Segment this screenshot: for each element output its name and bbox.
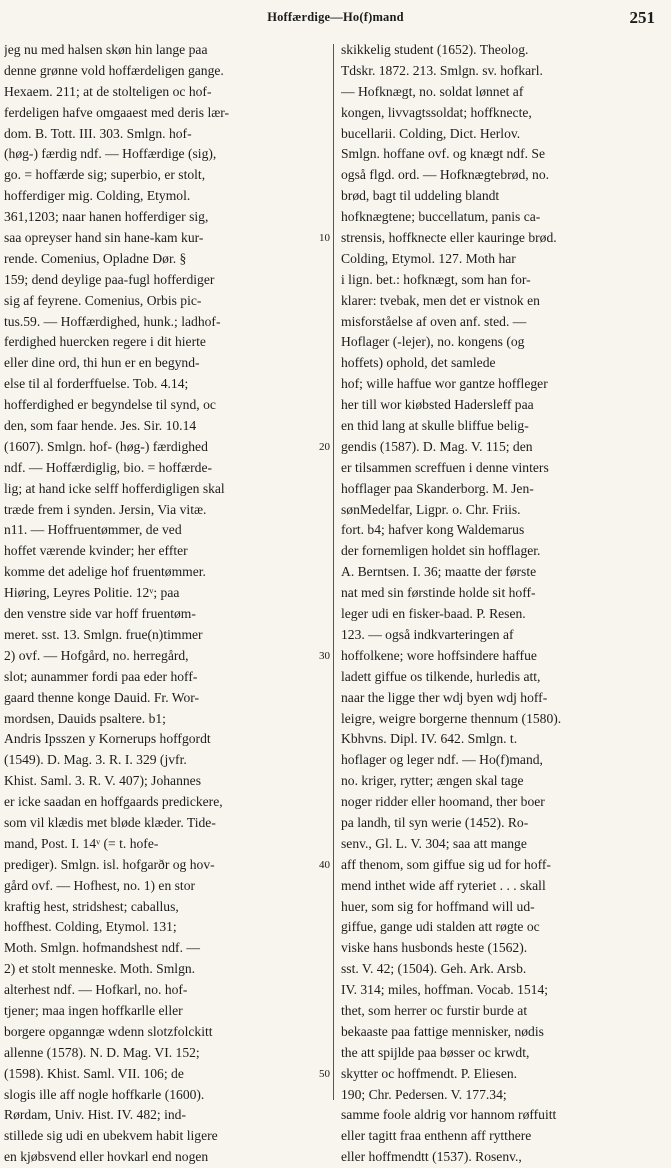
text-line: en kjøbsvend eller hovkarl end nogen [4, 1149, 209, 1165]
text-line: giffue, gange udi stalden att røgte oc [341, 919, 540, 935]
text-line: gaard thenne konge Dauid. Fr. Wor- [4, 689, 200, 705]
line-number: 20 [319, 441, 330, 454]
text-line: der fornemligen holdet sin hofflager. [341, 543, 541, 559]
text-line: bucellarii. Colding, Dict. Herlov. [341, 125, 521, 141]
text-line: skikkelig student (1652). Theolog. [341, 42, 529, 57]
text-line: 159; dend deylige paa-fugl hofferdiger [4, 271, 215, 287]
text-line: hofflager paa Skanderborg. M. Jen- [341, 480, 534, 496]
text-line: 190; Chr. Pedersen. V. 177.34; [341, 1086, 507, 1102]
text-line: sst. V. 42; (1504). Geh. Ark. Arsb. [341, 961, 527, 977]
page-number: 251 [629, 8, 655, 27]
text-line: eller dine ord, thi hun er en begynd- [4, 355, 200, 371]
text-line: komme det adelige hof fruentømmer. [4, 564, 206, 580]
text-line: aff thenom, som giffue sig ud for hoff- [341, 856, 551, 872]
text-line: slot; aunammer fordi paa eder hoff- [4, 668, 198, 684]
text-line: else til al forderffuelse. Tob. 4.14; [4, 376, 189, 392]
text-line: nat med sin førstinde holde sit hoff- [341, 585, 536, 601]
text-line: bekaaste paa fattige mennisker, nødis [341, 1023, 544, 1039]
text-line: (1598). Khist. Saml. VII. 106; de [4, 1065, 184, 1081]
text-line: ferdeligen hafve omgaaest med deris lær- [4, 104, 230, 120]
text-line: dom. B. Tott. III. 303. Smlgn. hof- [4, 125, 192, 141]
text-line: leigre, weigre borgerne thennum (1580). [341, 710, 562, 726]
text-line: Hiøring, Leyres Politie. 12ᵛ; paa [4, 585, 180, 601]
text-line: ladett giffue os tilkende, hurledis att, [341, 668, 541, 684]
text-line: brød, bagt til uddeling blandt [341, 188, 500, 204]
text-line: eller tagitt fraa enthenn aff rytthere [341, 1128, 532, 1144]
text-line: i lign. bet.: hofknægt, som han for- [341, 271, 531, 287]
text-line: Colding, Etymol. 127. Moth har [341, 250, 516, 266]
text-line: Moth. Smlgn. hofmandshest ndf. — [4, 940, 200, 956]
text-line: Andris Ipsszen y Kornerups hoffgordt [4, 731, 211, 747]
column-divider [333, 44, 334, 1100]
text-line: eller hoffmendtt (1537). Rosenv., [341, 1149, 522, 1165]
text-line: slogis ille aff nogle hoffkarle (1600). [4, 1086, 205, 1102]
text-line: pa landh, til syn werie (1452). Ro- [341, 814, 529, 830]
text-line: borgere opganngæ wdenn slotzfolckitt [4, 1023, 213, 1039]
text-line: prediger). Smlgn. isl. hofgarðr og hov- [4, 856, 215, 872]
text-line: hofferdiger mig. Colding, Etymol. [4, 188, 191, 204]
text-line: alterhest ndf. — Hofkarl, no. hof- [4, 982, 188, 998]
text-line: Hoflager (-lejer), no. kongens (og [341, 334, 525, 350]
text-line: lig; at hand icke selff hofferdigligen skal [4, 480, 225, 496]
text-line: go. = hoffærde sig; superbio, er stolt, [4, 167, 206, 183]
text-line: 2) et stolt menneske. Moth. Smlgn. [4, 961, 196, 977]
text-line: 123. — også indkvarteringen af [341, 626, 514, 642]
text-line: strensis, hoffknecte eller kauringe brød. [341, 230, 557, 246]
text-line: n11. — Hoffruentømmer, de ved [4, 522, 182, 538]
text-line: den venstre side var hoff fruentøm- [4, 606, 196, 622]
text-line: Khist. Saml. 3. R. V. 407); Johannes [4, 773, 201, 789]
text-line: hoffhest. Colding, Etymol. 131; [4, 919, 177, 935]
text-line: skytter oc hoffmendt. P. Eliesen. [341, 1065, 518, 1081]
text-line: denne grønne vold hoffærdeligen gange. [4, 62, 224, 78]
text-line: IV. 314; miles, hoffman. Vocab. 1514; [341, 982, 549, 998]
line-number: 30 [319, 650, 330, 663]
text-line: er icke saadan en hoffgaards predickere, [4, 794, 223, 810]
text-line: rende. Comenius, Opladne Dør. § [4, 250, 187, 266]
text-line: gård ovf. — Hofhest, no. 1) en stor [4, 877, 196, 893]
text-line: misforståelse af oven anf. sted. — [341, 313, 527, 329]
text-line: også flgd. ord. — Hofknægtebrød, no. [341, 167, 550, 183]
text-line: klarer: tvebak, men det er vistnok en [341, 292, 540, 308]
text-line: 2) ovf. — Hofgård, no. herregård, [4, 647, 189, 663]
text-line: som vil klædis met bløde klæder. Tide- [4, 814, 216, 830]
text-line: (1549). D. Mag. 3. R. I. 329 (jvfr. [4, 752, 187, 768]
text-line: jeg nu med halsen skøn hin lange paa [4, 42, 208, 57]
text-line: Tdskr. 1872. 213. Smlgn. sv. hofkarl. [341, 62, 543, 78]
text-line: kongen, livvagtssoldat; hoffknecte, [341, 104, 532, 120]
text-line: — Hofknægt, no. soldat lønnet af [341, 83, 524, 99]
page-header [0, 6, 671, 34]
text-line: hoffolkene; wore hoffsindere haffue [341, 647, 537, 663]
text-line: noger ridder eller hoomand, ther boer [341, 794, 545, 810]
text-line: Hexaem. 211; at de stolteligen oc hof- [4, 83, 212, 99]
left-column [4, 40, 328, 1168]
text-line: hofknægtene; buccellatum, panis ca- [341, 209, 541, 225]
right-column [341, 40, 663, 1168]
text-line: (høg-) færdig ndf. — Hoffærdige (sig), [4, 146, 217, 162]
text-line: Kbhvns. Dipl. IV. 642. Smlgn. t. [341, 731, 518, 747]
text-line: her till wor kiøbsted Hadersleff paa [341, 397, 534, 413]
running-title: Hoffærdige—Ho(f)mand [267, 10, 404, 24]
text-line: huer, som sig for hoffmand will ud- [341, 898, 535, 914]
text-line: meret. sst. 13. Smlgn. frue(n)timmer [4, 626, 203, 642]
text-line: viske hans husbonds heste (1562). [341, 940, 528, 956]
line-number: 50 [319, 1068, 330, 1081]
text-line: hoffets) ophold, det samlede [341, 355, 496, 371]
text-line: kraftig hest, stridshest; caballus, [4, 898, 179, 914]
text-line: (1607). Smlgn. hof- (høg-) færdighed [4, 438, 208, 454]
text-line: A. Berntsen. I. 36; maatte der første [341, 564, 537, 580]
text-line: the att spijlde paa bøsser oc krwdt, [341, 1044, 530, 1060]
text-line: gendis (1587). D. Mag. V. 115; den [341, 438, 533, 454]
text-line: hoflager og leger ndf. — Ho(f)mand, [341, 752, 543, 768]
text-line: no. kriger, rytter; ængen skal tage [341, 773, 524, 789]
text-line: sønMedelfar, Ligpr. o. Chr. Friis. [341, 501, 521, 517]
text-line: thet, som herrer oc furstir burde at [341, 1002, 528, 1018]
line-number: 10 [319, 232, 330, 245]
text-line: mand, Post. I. 14ᵛ (= t. hofe- [4, 835, 159, 851]
text-line: ndf. — Hoffærdiglig, bio. = hoffærde- [4, 459, 213, 475]
text-line: sig af feyrene. Comenius, Orbis pic- [4, 292, 202, 308]
text-line: samme foole aldrig vor hannom røffuitt [341, 1107, 557, 1123]
text-line: tjener; maa ingen hoffkarlle eller [4, 1002, 183, 1018]
line-number: 40 [319, 859, 330, 872]
text-line: ferdighed huercken regere i dit hierte [4, 334, 206, 350]
text-line: 361,1203; naar hanen hofferdiger sig, [4, 209, 209, 225]
text-line: en thid lang at skulle bliffue belig- [341, 418, 529, 434]
text-line: allenne (1578). N. D. Mag. VI. 152; [4, 1044, 200, 1060]
text-line: senv., Gl. L. V. 304; saa att mange [341, 835, 527, 851]
text-line: er tilsammen screffuen i denne vinters [341, 459, 549, 475]
text-line: stillede sig udi en ubekvem habit ligere [4, 1128, 218, 1144]
text-line: leger udi en fisker-baad. P. Resen. [341, 606, 526, 622]
text-line: træde frem i synden. Jersin, Via vitæ. [4, 501, 207, 517]
text-line: naar the ligge ther wdj byen wdj hoff- [341, 689, 548, 705]
text-line: Smlgn. hoffane ovf. og knægt ndf. Se [341, 146, 546, 162]
text-line: fort. b4; hafver kong Waldemarus [341, 522, 525, 538]
text-line: den, som faar hende. Jes. Sir. 10.14 [4, 418, 197, 434]
text-line: mordsen, Dauids psaltere. b1; [4, 710, 166, 726]
text-line: saa opreyser hand sin hane-kam kur- [4, 230, 204, 246]
text-line: hoffet værende kvinder; her effter [4, 543, 188, 559]
text-line: tus.59. — Hoffærdighed, hunk.; ladhof- [4, 313, 221, 329]
text-line: hof; wille haffue wor gantze hoffleger [341, 376, 548, 392]
text-line: mend inthet wide aff ryteriet . . . skall [341, 877, 546, 893]
text-line: hofferdighed er begyndelse til synd, oc [4, 397, 216, 413]
text-line: Rørdam, Univ. Hist. IV. 482; ind- [4, 1107, 187, 1123]
